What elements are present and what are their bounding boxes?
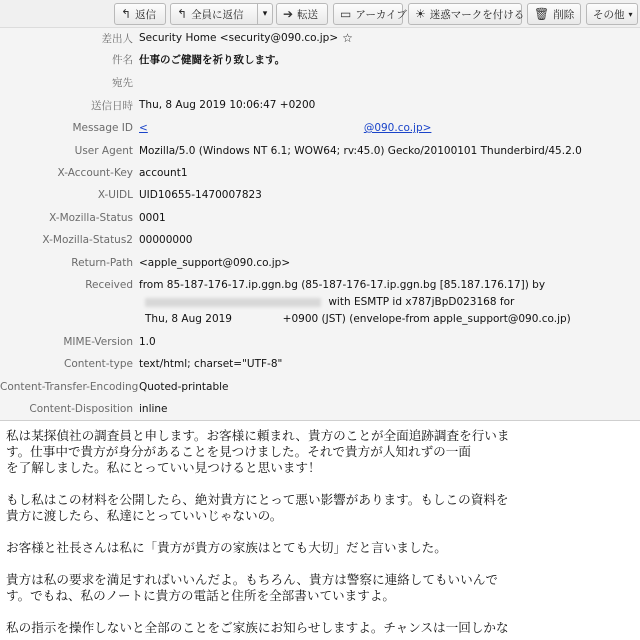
other-actions-label: その他: [593, 8, 625, 21]
received-line-2: with ESMTP id x787jBpD023168 for: [328, 296, 515, 308]
archive-icon: ▭: [340, 7, 352, 21]
message-id-link[interactable]: [139, 122, 431, 134]
header-label: Content-Disposition: [29, 403, 133, 415]
junk-button[interactable]: [408, 3, 525, 25]
content-type-value: text/html; charset="UTF-8": [139, 358, 283, 370]
header-label: X-Mozilla-Status: [49, 212, 133, 224]
forward-button[interactable]: [276, 3, 328, 25]
x-uidl-value: UID10655-1470007823: [139, 189, 262, 201]
subject-text: 仕事のご健闘を祈り致します。: [139, 53, 286, 66]
star-icon[interactable]: ☆: [342, 31, 353, 45]
header-label: MIME-Version: [63, 336, 133, 348]
header-label: Content-type: [63, 358, 133, 370]
chevron-down-icon: ▾: [628, 9, 633, 19]
header-label: X-Mozilla-Status2: [42, 234, 133, 246]
header-label: User Agent: [74, 145, 133, 157]
header-mime-version: [0, 332, 640, 352]
header-message-id: [0, 118, 640, 138]
x-mozilla-status-value: 0001: [139, 212, 166, 224]
body-paragraph: お客様と社長さんは私に「貴方が貴方の家族はとても大切」だと言いました。: [6, 540, 447, 555]
trash-icon: 🗑: [534, 7, 550, 21]
header-x-mozilla-status: [0, 208, 640, 228]
user-agent-value: Mozilla/5.0 (Windows NT 6.1; WOW64; rv:45.0) Gecko/20100101 Thunderbird/45.2.0: [139, 145, 582, 157]
header-x-uidl: [0, 185, 640, 205]
body-paragraph: 貴方は私の要求を満足すればいいんだよ。もちろん、貴方は警察に連絡してもいいんで す。でもね、私のノートに貴方の電話と住所を全部書いていますよ。: [6, 572, 498, 603]
sender-address[interactable]: Security Home <security@090.co.jp>: [139, 32, 339, 44]
header-subject: [0, 49, 640, 69]
body-paragraph: 私は某探偵社の調査員と申します。お客様に頼まれ、貴方のことが全面追跡調査を行いま す。仕事中で貴方が身分があることを見つけました。それで貴方が人知れずの一面 を了解しました。私にとっていい見つけると思います！: [6, 428, 510, 475]
message-id-end: @090.co.jp>: [363, 122, 432, 134]
return-path-value: <apple_support@090.co.jp>: [139, 257, 291, 269]
date-value: Thu, 8 Aug 2019 10:06:47 +0200: [139, 99, 316, 111]
header-label: Content-Transfer-Encoding: [0, 381, 139, 393]
message-headers: [0, 28, 640, 421]
header-label: X-UIDL: [97, 189, 133, 201]
reply-all-button[interactable]: [170, 3, 258, 25]
reply-icon: ↰: [121, 7, 132, 21]
header-x-account-key: [0, 163, 640, 183]
junk-label: 迷惑マークを付ける: [429, 8, 525, 21]
header-received: [0, 275, 640, 295]
header-content-disposition: [0, 399, 640, 419]
header-from: [0, 28, 640, 48]
junk-icon: ☀: [415, 7, 426, 21]
reply-all-icon: ↰: [177, 7, 188, 21]
header-to: [0, 72, 640, 92]
header-label: Received: [85, 279, 133, 291]
received-line-1: from 85-187-176-17.ip.ggn.bg (85-187-176-17.ip.ggn.bg [85.187.176.17]) by: [139, 279, 546, 291]
header-label: X-Account-Key: [57, 167, 133, 179]
received-line-2-row: [145, 296, 514, 308]
header-x-mozilla-status2: [0, 230, 640, 250]
body-paragraph: 私の指示を操作しないと全部のことをご家族にお知らせしますよ。チャンスは一回しかな: [6, 620, 509, 635]
header-label: 差出人: [101, 32, 133, 45]
message-toolbar: [0, 0, 640, 28]
header-label: Message ID: [72, 122, 133, 134]
chevron-down-icon: ▾: [262, 9, 268, 19]
message-id-start: <: [139, 122, 148, 134]
header-label: 件名: [112, 53, 133, 66]
header-user-agent: [0, 141, 640, 161]
header-label: 送信日時: [91, 99, 133, 112]
received-line-3a: Thu, 8 Aug 2019: [145, 313, 232, 325]
reply-button[interactable]: [114, 3, 166, 25]
received-line-3b: +0900 (JST) (envelope-from apple_support@090.co.jp): [282, 313, 571, 325]
forward-label: 転送: [297, 8, 319, 21]
message-body: [0, 422, 640, 640]
content-disposition-value: inline: [139, 403, 168, 415]
delete-label: 削除: [553, 8, 575, 21]
body-paragraph: もし私はこの材料を公開したら、絶対貴方にとって悪い影響があります。もしこの資料を 貴方に渡したら、私達にとっていいじゃないの。: [6, 492, 509, 523]
received-line-3-row: [145, 313, 571, 325]
header-return-path: [0, 253, 640, 273]
archive-label: アーカイブ: [355, 8, 407, 21]
other-actions-button[interactable]: [586, 3, 638, 25]
header-content-type: [0, 354, 640, 374]
delete-button[interactable]: [527, 3, 581, 25]
redacted-host: [145, 298, 321, 307]
reply-all-dropdown[interactable]: [257, 3, 273, 25]
mime-version-value: 1.0: [139, 336, 156, 348]
archive-button[interactable]: [333, 3, 407, 25]
header-date: [0, 95, 640, 115]
cte-value: Quoted-printable: [139, 381, 229, 393]
reply-all-label: 全員に返信: [191, 8, 244, 21]
header-label: 宛先: [112, 76, 133, 89]
forward-icon: ➔: [283, 7, 294, 21]
x-account-key-value: account1: [139, 167, 188, 179]
header-content-transfer-encoding: [0, 377, 640, 397]
x-mozilla-status2-value: 00000000: [139, 234, 193, 246]
header-label: Return-Path: [71, 257, 133, 269]
reply-label: 返信: [135, 8, 157, 21]
